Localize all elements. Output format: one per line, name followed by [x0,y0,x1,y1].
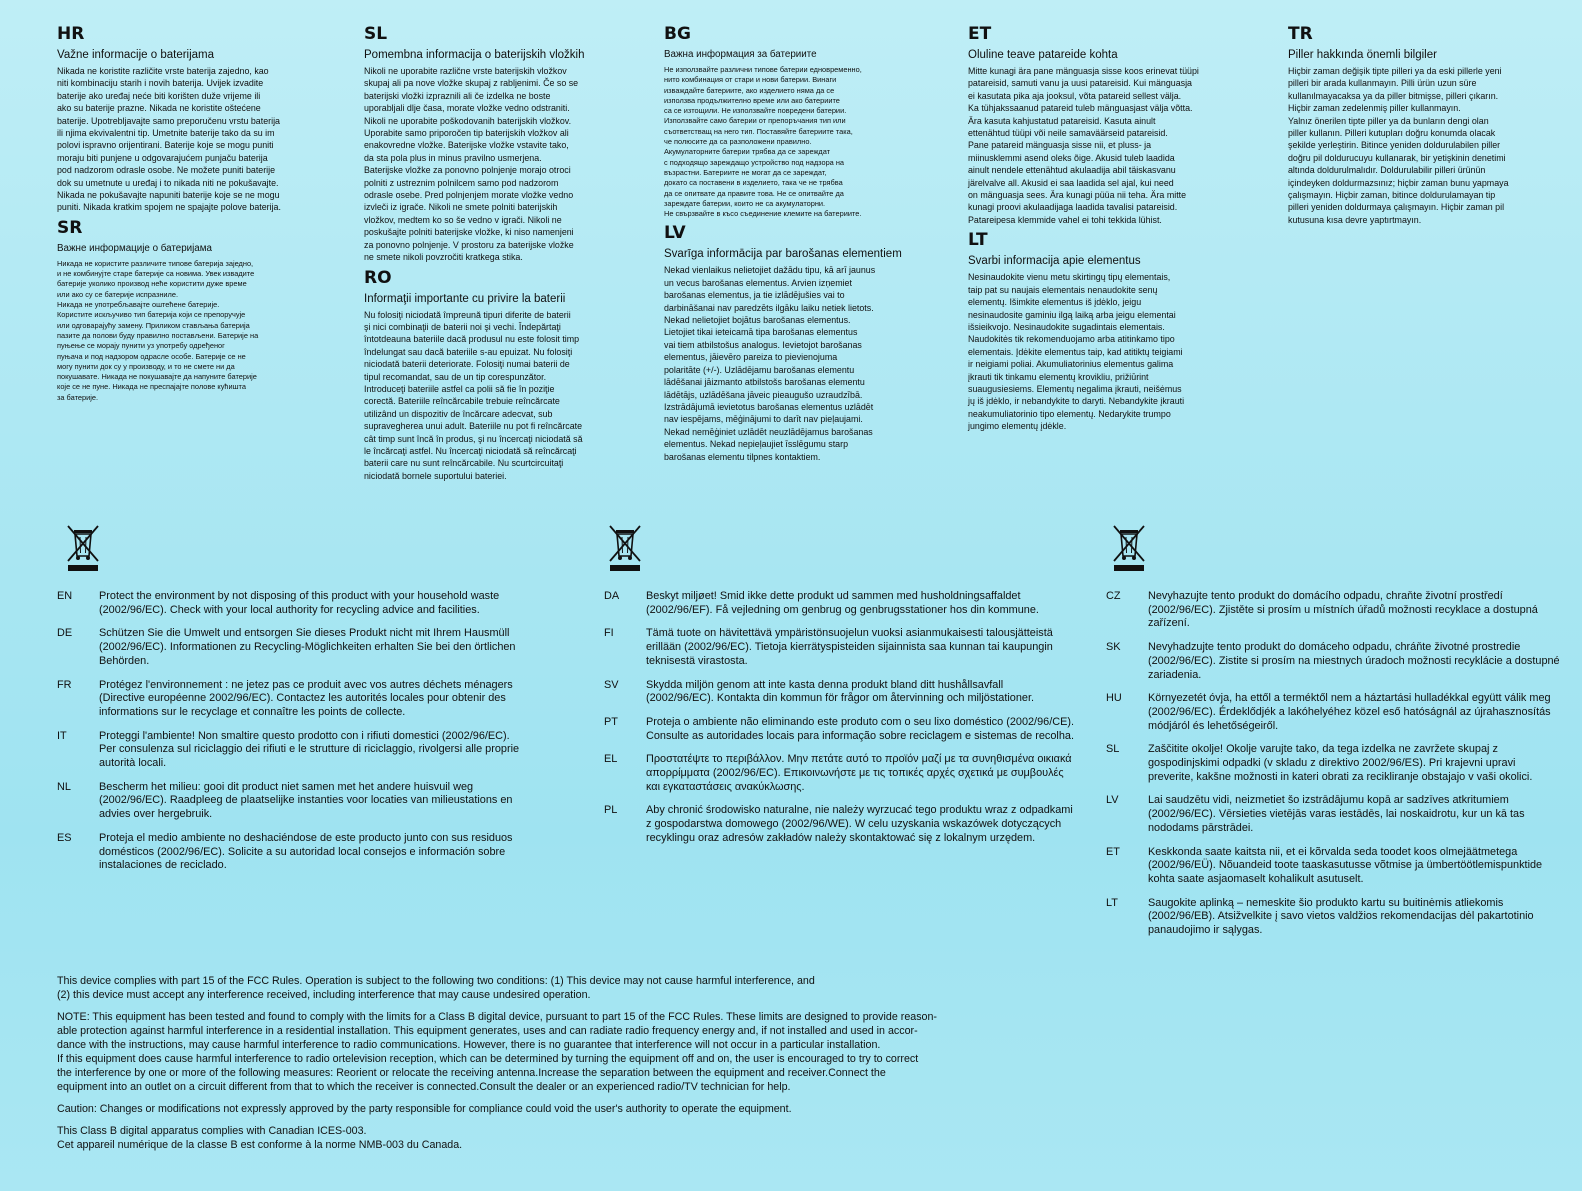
battery-section-lv [664,223,934,463]
language-code: SL [1106,743,1120,756]
fcc-statement [57,974,1087,1160]
section-text: Mitte kunagi ära pane mänguasja sisse koos erinevat tüüpi patareisid, samuti vanu ja uusi patareisid. Kui mänguasja ei kasutata pika aja jooksul, võta patareid sellest välja. Ka tühjakssaanud patareid tuleb mänguasjast välja võtta. Ära kasuta kahjustatud patareisid. Kasuta ainult ettenähtud tüüpi või neile samaväärseid patareisid. Pane patareid mänguasja sisse nii, et pluss- ja miinusklemmi asend oleks õige. Akusid tuleb laadida ainult nendele ettenähtud akulaadija abil täiskasvanu järelvalve all. Akusid ei saa laadida sel ajal, kui need on mänguasja sees. Ära kunagi püüa nii teha. Ära mitte kunagi proovi akulaadijaga laadida tavalisi patareisid. Patareipesa klemmide vahel ei tohi tekkida lühist. [968,66,1199,225]
recycling-text: Beskyt miljøet! Smid ikke dette produkt ud sammen med husholdningsaffaldet (2002/96/EF). Få vejledning om genbrug og genbrugsstationer hos din kommune. [646,590,1039,616]
recycling-text: Tämä tuote on hävitettävä ympäristönsuojelun vuoksi asianmukaisesti talousjätteistä erillään (2002/96/EC). Tietoja kierrätyspisteiden sijainnista saa kunnan tai kaupungin teknisestä virastosta. [646,627,1053,667]
language-code: DE [57,627,73,640]
language-code: PT [604,715,618,728]
recycling-item-it [57,730,527,771]
section-title: Важна информация за батериите [664,49,817,60]
language-code: IT [57,729,67,742]
battery-section-sl [364,24,624,264]
battery-section-hr [57,24,327,214]
recycling-item-nl [57,781,527,822]
recycling-text: Protégez l'environnement : ne jetez pas ce produit avec vos autres déchets ménagers (Directive européenne 2002/96/EC). Contactez les autorités locales pour obtenir des informations sur le recyclage et connaître les points de collecte. [99,678,513,718]
recycling-column-2 [604,590,1074,856]
recycling-item-sk [1106,641,1562,682]
recycling-text: Προστατέψτε το περιβάλλον. Μην πετάτε αυτό το προϊόν μαζί με τα συνηθισμένα οικιακά απορρίμματα (2002/96/EC). Επικοινωνήστε με τις τοπικές αρχές σχετικά με συμβουλές και εγκαταστάσεις ανακύκλωσης. [646,753,1072,793]
battery-section-lt [968,230,1248,432]
section-title: Informaţii importante cu privire la baterii [364,292,566,305]
language-code: RO [364,267,392,288]
battery-section-sr [57,218,327,403]
section-text: Nikoli ne uporabite različne vrste baterijskih vložkov skupaj ali pa nove vložke skupaj z rabljenimi. Če so se baterijski vložki izpraznili ali če izdelka ne boste uporabljali dlje časa, morate vložke vedno odstraniti. Nikoli ne uporabite poškodovanih baterijskih vložkov. Uporabite samo priporočen tip baterijskih vložkov ali enakovredne vložke. Baterijske vložke vstavite tako, da sta pola plus in minus pravilno usmerjena. Baterijske vložke za ponovno polnjenje morajo otroci polniti z ustreznim polnilcem samo pod nadzorom odrasle osebe. Pred polnjenjem morate vložke vedno izvleči iz igrače. Nikoli ne smete polniti baterijskih vložkov, medtem ko so še vedno v igrači. Nikoli ne poskušajte polniti baterijske vložke, ki niso namenjeni za ponovno polnjenje. V prostoru za baterijske vložke ne smete nikoli povzročiti kratkega stika. [364,66,579,263]
language-code: HU [1106,692,1122,705]
language-code: BG [664,24,691,44]
language-code: PL [604,804,618,817]
section-title: Pomembna informacija o baterijskih vložkih [364,49,585,61]
recycling-item-hu [1106,692,1562,733]
language-code: EL [604,753,618,766]
language-code: ET [968,24,992,44]
language-code: LT [1106,896,1118,909]
battery-column-5 [1288,24,1573,230]
language-code: FI [604,627,614,640]
language-code: LT [968,230,988,251]
recycling-text: Saugokite aplinką – nemeskite šio produkto kartu su buitinėmis atliekomis (2002/96/EB). Atsižvelkite į savo vietos valdžios rekomendacijas dėl pakartotinio panaudojimo ir sąlygas. [1148,896,1534,937]
battery-column-3 [664,24,934,467]
section-title: Svarbi informacija apie elementus [968,255,1141,268]
fcc-caution-paragraph: Caution: Changes or modifications not expressly approved by the party responsible for compliance could void the user's authority to operate the equipment. [57,1103,792,1115]
section-title: Важне информације о батеријама [57,242,212,254]
recycling-item-pt [604,716,1074,743]
section-title: Oluline teave patareide kohta [968,49,1118,61]
recycling-item-et [1106,846,1562,887]
recycling-item-lv [1106,794,1562,835]
section-text: Nu folosiţi niciodată împreună tipuri diferite de baterii şi nici combinaţii de baterii noi şi vechi. Îndepărtaţi întotdeauna bateriile dacă produsul nu este folosit timp îndelungat sau dacă bateriile s-au epuizat. Nu folosiţi niciodată baterii deteriorate. Folosiţi numai baterii de tipul recomandat, sau de un tip corespunzător. Introduceţi bateriile astfel ca polii să fie în poziţie corectă. Bateriile reîncărcabile trebuie reîncărcate utilizând un dispozitiv de încărcare adecvat, sub supravegherea unui adult. Bateriile nu pot fi reîncărcate cât timp sunt încă în produs, şi nu încercaţi niciodată să le încărcaţi astfel. Nu încercaţi niciodată să reîncărcaţi baterii care nu sunt reîncărcabile. Nu scurtcircuitaţi niciodată bornele suportului bateriei. [364,309,583,481]
recycling-text: Nevyhazujte tento produkt do domácího odpadu, chraňte životní prostředí (2002/96/EC). Zjistěte si prosím u místních úřadů možnosti recyklace a dostupná zařízení. [1148,590,1538,630]
language-code: ES [57,831,72,844]
recycling-item-fi [604,627,1074,668]
language-code: HR [57,24,85,44]
section-text: Никада не користите различите типове батерија заједно, и не комбинујте старе батерије са новима. Увек извадите батерије уколико производ неће користити дуже време или ако су се батерије испразниле. Никада не употребљавајте оштећене батерије. Користите искључиво тип батерија који се препоручује или одговарајућу замену. Приликом стављања батерија пазите да полови буду правилно постављени. Батерије на пуњење се морају пунити уз употребу одређеног пуњача и под надзором одрасле особе. Батерије се не могу пунити док су у производу, и то не сметe ни да покушавате. Никада не покушавајте да напуните батерије које се не пуне. Никада не преспајајте полове кућишта за батерије. [57,258,259,402]
recycling-item-fr [57,679,527,720]
language-code: NL [57,780,71,793]
language-code: LV [1106,794,1119,807]
recycling-text: Proteja el medio ambiente no deshaciéndose de este producto junto con sus residuos domésticos (2002/96/EC). Solicite a su autoridad local consejos e información sobre instalaciones de reciclado. [99,831,513,872]
language-code: EN [57,590,73,602]
section-text: Не използвайте различни типове батерии едновременно, нито комбинация от стари и нови батерии. Винаги изваждайте батериите, ако изделието няма да се използва продължително време или ако батериите са се изтощили. Не използвайте повредени батерии. Използвайте само батерии от препоръчания тип или съответстващ на него тип. Поставяйте батериите така, че полюсите да са разположени правилно. Акумулаторните батерии трябва да се зареждат с подходящо зареждащо устройство под надзора на възрастни. Батериите не могат да се зареждат, докато са поставени в изделието, така че не трябва да се опитвате да правите това. Не се опитвайте да зареждате батерии, които не са акумулаторни. Не свързвайте в късо съединение клемите на батериите. [664,65,862,219]
section-title: Važne informacije o baterijama [57,49,215,61]
ices-paragraph: This Class B digital apparatus complies with Canadian ICES-003. Cet appareil numérique de la classe B est conforme à la norme NMB-003 du Canada. [57,1125,463,1151]
section-text: Hiçbir zaman değişik tipte pilleri ya da eski pillerle yeni pilleri bir arada kullanmayın. Pilli ürün uzun süre kullanılmayacaksa ya da piller bitmişse, pilleri çıkarın. Hiçbir zaman zedelenmiş piller kullanmayın. Yalnız önerilen tipte piller ya da bunların dengi olan piller kullanın. Pilleri kutupları doğru konumda olacak şekilde yerleştirin. Bitince yeniden doldurulabilen piller doğru pil doldurucuyu kullanarak, bir yetişkinin denetimi altında doldurulmalıdır. Doldurulabilir pilleri ürünün içindeyken doldurmazsınız; hiçbir zaman bunu yapmaya çalışmayın. Hiçbir zaman, bitince doldurulamayan tip pilleri yeniden doldurmaya çalışmayın. Hiçbir zaman pil kutusuna kısa devre yaptırtmayın. [1288,66,1509,225]
recycling-item-es [57,832,527,873]
recycling-text: Aby chronić środowisko naturalne, nie należy wyrzucać tego produktu wraz z odpadkami z gospodarstwa domowego (2002/96/WE). W celu uzyskania wskazówek dotyczących recyklingu oraz adresów zakładów należy skontaktować się z lokalnym urzędem. [646,804,1073,844]
battery-column-1 [57,24,327,407]
language-code: SK [1106,641,1121,654]
section-text: Nikada ne koristite različite vrste baterija zajedno, kao niti kombinaciju starih i novih baterija. Uvijek izvadite baterije ako uređaj neće biti korišten duže vrijeme ili ako su baterije prazne. Nikada ne koristite oštećene baterije. Upotrebljavajte samo preporučenu vrstu baterija ili njima ekvivalentni tip. Umetnite baterije tako da su im polovi ispravno orijentirani. Baterije koje se mogu puniti moraju biti punjene u odgovarajućem punjaču baterija pod nadzorom odrasle osobe. Ne možete puniti baterije dok su umetnute u uređaj i to nikada niti ne pokušavajte. Nikada ne pokušavajte napuniti baterije koje se ne mogu puniti. Nikada kratkim spojem ne spajajte polove baterija. [57,66,281,213]
section-text: Nesinaudokite vienu metu skirtingų tipų elementais, taip pat su naujais elementais nenaudokite senų elementų. Išimkite elementus iš įdėklo, jeigu nesinaudosite gaminiu ilgą laiką arba jeigu elementai išsieikvojo. Nesinaudokite sugadintais elementais. Naudokitės tik rekomenduojamo arba atitinkamo tipo elementais. Įdėkite elementus taip, kad atitiktų teigiami ir neigiami poliai. Akumuliatorinius elementus galima įkrauti tik tinkamu elementų krovikliu, prižiūrint suaugusiesiems. Elementų negalima įkrauti, neišėmus jų iš įdėklo, ir nebandykite to daryti. Nebandykite įkrauti neakumuliatorinio tipo elementų. Nedarykite trumpo jungimo elementų įdėkle. [968,272,1185,432]
battery-section-ro [364,268,624,483]
section-text: Nekad vienlaikus nelietojiet dažādu tipu, kā arī jaunus un vecus barošanas elementus. Arvien izņemiet barošanas elementus, ja tie izlādējušies vai to darbināšanai nav paredzēts ilgāku laiku netiek lietots. Nekad nelietojiet bojātus barošanas elementus. Lietojiet tikai ieteicamā tipa barošanas elementus vai tiem atbilstošus analogus. Ievietojot barošanas elementus, jāievēro pareiza to pievienojuma polaritāte (+/-). Uzlādējamu barošanas elementu lādēšanai jāizmanto atbilstošs barošanas elementu lādētājs, uzlādēšana jāveic pieaugušo uzraudzībā. Izstrādājumā ievietotus barošanas elementus uzlādēt nav iespējams, mēģinājumi to darīt nav pieļaujami. Nekad nemēģiniet uzlādēt neuzlādējamus barošanas elementus. Nekad nepieļaujiet īsslēgumu starp barošanas elementu tilpnes kontaktiem. [664,265,876,462]
section-title: Piller hakkında önemli bilgiler [1288,49,1437,61]
recycling-item-en [57,590,527,617]
battery-column-4 [968,24,1248,437]
recycling-item-sl [1106,743,1562,784]
recycling-column-3 [1106,590,1562,948]
recycling-item-cz [1106,590,1562,631]
recycling-text: Lai saudzētu vidi, neizmetiet šo izstrādājumu kopā ar sadzīves atkritumiem (2002/96/EC). Vērsieties vietējās varas iestādēs, lai noskaidrotu, kur un kā tas nododams pārstrādei. [1148,794,1525,834]
weee-bin-icon [1110,524,1150,574]
recycling-item-da [604,590,1074,617]
language-code: FR [57,678,72,691]
weee-bin-icon [64,524,104,574]
language-code: ET [1106,845,1120,858]
recycling-column-1 [57,590,527,883]
recycling-item-sv [604,679,1074,706]
language-code: SL [364,24,388,44]
recycling-text: Protect the environment by not disposing of this product with your household waste (2002/96/EC). Check with your local authority for recycling advice and facilities. [99,590,500,616]
weee-bin-icon [606,524,646,574]
language-code: TR [1288,24,1313,44]
recycling-text: Proteja o ambiente não eliminando este produto com o seu lixo doméstico (2002/96/CE). Consulte as autoridades locais para informação sobre reciclagem e sistemas de recolha. [646,715,1075,742]
recycling-item-pl [604,804,1074,845]
battery-section-tr [1288,24,1573,226]
battery-section-bg [664,24,934,219]
recycling-text: Zaščitite okolje! Okolje varujte tako, da tega izdelka ne zavržete skupaj z gospodinjskimi odpadki (v skladu z direktivo 2002/96/ES). Pri krajevni upravi preverite, kakšne možnosti in kateri obrati za recikliranje obstajajo v vaši okolici. [1148,743,1533,783]
recycling-text: Keskkonda saate kaitsta nii, et ei kõrvalda seda toodet koos olmejäätmetega (2002/96/EÜ). Nõuandeid toote taaskasutusse võtmise ja ümbertöötlemispunktide kohta saate asjaomaselt kohalikult asutuselt. [1148,845,1543,885]
language-code: SV [604,678,619,691]
fcc-note-paragraph: NOTE: This equipment has been tested and found to comply with the limits for a Class B digital device, pursuant to part 15 of the FCC Rules. These limits are designed to provide reason- able protection against harmful interference in a residential installation. This equipment generates, uses and can radiate radio frequency energy and, if not installed and used in accor- dance with the instructions, may cause harmful interference to radio communications. However, there is no guarantee that interference will not occur in a particular installation. If this equipment does cause harmful interference to radio ortelevision reception, which can be determined by turning the equipment off and on, the user is encouraged to try to correct the interference by one or more of the following measures: Reorient or relocate the receiving antenna.Increase the separation between the equipment and receiver.Connect the equipment into an outlet on a circuit different from that to which the receiver is connected.Consult the dealer or an experienced radio/TV technician for help. [57,1011,937,1093]
recycling-item-de [57,627,527,668]
recycling-text: Schützen Sie die Umwelt und entsorgen Sie dieses Produkt nicht mit Ihrem Hausmüll (2002/96/EC). Informationen zu Recycling-Möglichkeiten erhalten Sie bei den örtlichen Behörden. [99,627,516,667]
recycling-item-lt [1106,897,1562,938]
section-title: Svarīga informācija par barošanas elementiem [664,248,902,261]
language-code: DA [604,590,620,602]
recycling-text: Környezetét óvja, ha ettől a terméktől nem a háztartási hulladékkal együtt válik meg (2002/96/EC). Érdeklődjék a lakóhelyéhez közel eső hatóságnál az újrahasznosítás módjáról és lehetőségeiről. [1148,692,1551,732]
recycling-text: Skydda miljön genom att inte kasta denna produkt bland ditt hushållsavfall (2002/96/EC). Kontakta din kommun för frågor om återvinning och miljöstationer. [646,678,1035,705]
battery-section-et [968,24,1248,226]
language-code: LV [664,223,686,244]
recycling-item-el [604,753,1074,794]
battery-column-2 [364,24,624,486]
language-code: CZ [1106,590,1121,602]
recycling-text: Proteggi l'ambiente! Non smaltire questo prodotto con i rifiuti domestici (2002/96/EC). Per consulenza sul riciclaggio dei rifiuti e le strutture di riciclaggio, rivolgersi alle proprie autorità locali. [99,729,520,770]
recycling-text: Nevyhadzujte tento produkt do domáceho odpadu, chráňte životné prostredie (2002/96/EC). Zistite si prosím na miestnych úradoch možnosti recyklácie a dostupné zariadenia. [1148,641,1560,681]
recycling-text: Bescherm het milieu: gooi dit product niet samen met het andere huisvuil weg (2002/96/EC). Raadpleeg de plaatselijke instanties voor locaties van milieustations en advies over hergebruik. [99,780,513,821]
fcc-compliance-paragraph: This device complies with part 15 of the FCC Rules. Operation is subject to the following two conditions: (1) This device may not cause harmful interference, and (2) this device must accept any interference received, including interference that may cause undesired operation. [57,975,815,1001]
language-code: SR [57,217,83,238]
